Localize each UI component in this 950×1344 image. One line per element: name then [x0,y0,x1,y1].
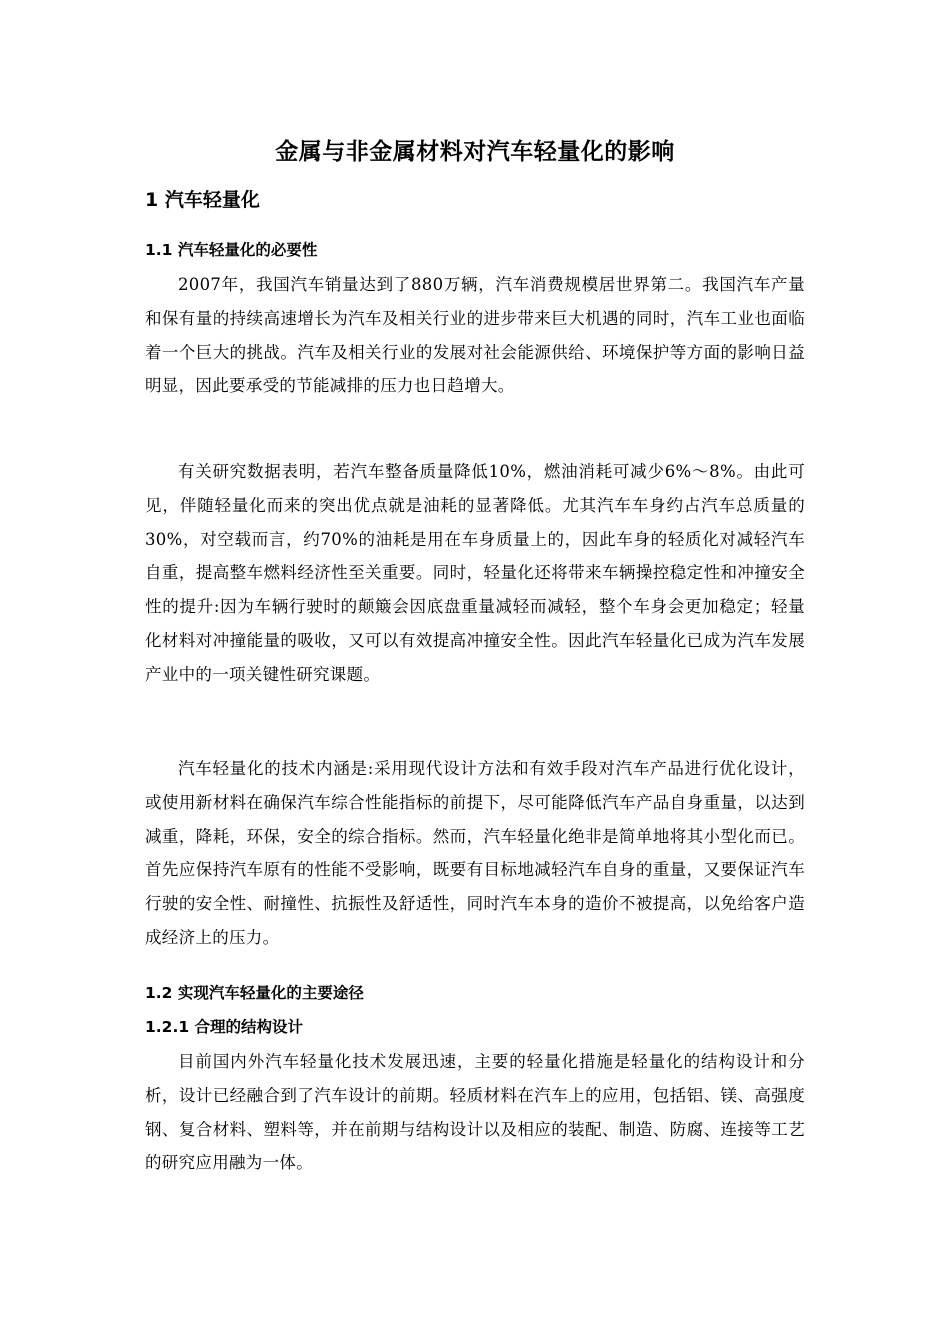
paragraph-4: 目前国内外汽车轻量化技术发展迅速，主要的轻量化措施是轻量化的结构设计和分析，设计已经融合到了汽车设计的前期。轻质材料在汽车上的应用，包括铝、镁、高强度钢、复合材料、塑料等，并在前期与结构设计以及相应的装配、制造、防腐、连接等工艺的研究应用融为一体。 [145,1052,805,1173]
subsection-heading-1-1: 1.1 汽车轻量化的必要性 [145,241,318,259]
paragraph-3: 汽车轻量化的技术内涵是:采用现代设计方法和有效手段对汽车产品进行优化设计，或使用新材料在确保汽车综合性能指标的前提下，尽可能降低汽车产品自身重量，以达到减重，降耗，环保，安全的综合指标。然而，汽车轻量化绝非是简单地将其小型化而已。首先应保持汽车原有的性能不受影响，既要有目标地减轻汽车自身的重量，又要保证汽车行驶的安全性、耐撞性、抗振性及舒适性，同时汽车本身的造价不被提高，以免给客户造成经济上的压力。 [145,759,805,947]
paragraph-1: 2007年，我国汽车销量达到了880万辆，汽车消费规模居世界第二。我国汽车产量和保有量的持续高速增长为汽车及相关行业的进步带来巨大机遇的同时，汽车工业也面临着一个巨大的挑战。汽车及相关行业的发展对社会能源供给、环境保护等方面的影响日益明显，因此要承受的节能减排的压力也日趋增大。 [145,275,805,396]
document-title: 金属与非金属材料对汽车轻量化的影响 [275,139,675,165]
paragraph-2: 有关研究数据表明，若汽车整备质量降低10%，燃油消耗可减少6%～8%。由此可见，伴随轻量化而来的突出优点就是油耗的显著降低。尤其汽车车身约占汽车总质量的30%，对空载而言，约70%的油耗是用在车身质量上的，因此车身的轻质化对减轻汽车自重，提高整车燃料经济性至关重要。同时，轻量化还将带来车辆操控稳定性和冲撞安全性的提升:因为车辆行驶时的颠簸会因底盘重量减轻而减轻，整个车身会更加稳定；轻量化材料对冲撞能量的吸收，又可以有效提高冲撞安全性。因此汽车轻量化已成为汽车发展产业中的一项关键性研究课题。 [145,462,805,684]
subsection-heading-1-2-1: 1.2.1 合理的结构设计 [145,1018,304,1036]
section-heading-1: 1 汽车轻量化 [145,189,260,211]
subsection-heading-1-2: 1.2 实现汽车轻量化的主要途径 [145,984,364,1002]
